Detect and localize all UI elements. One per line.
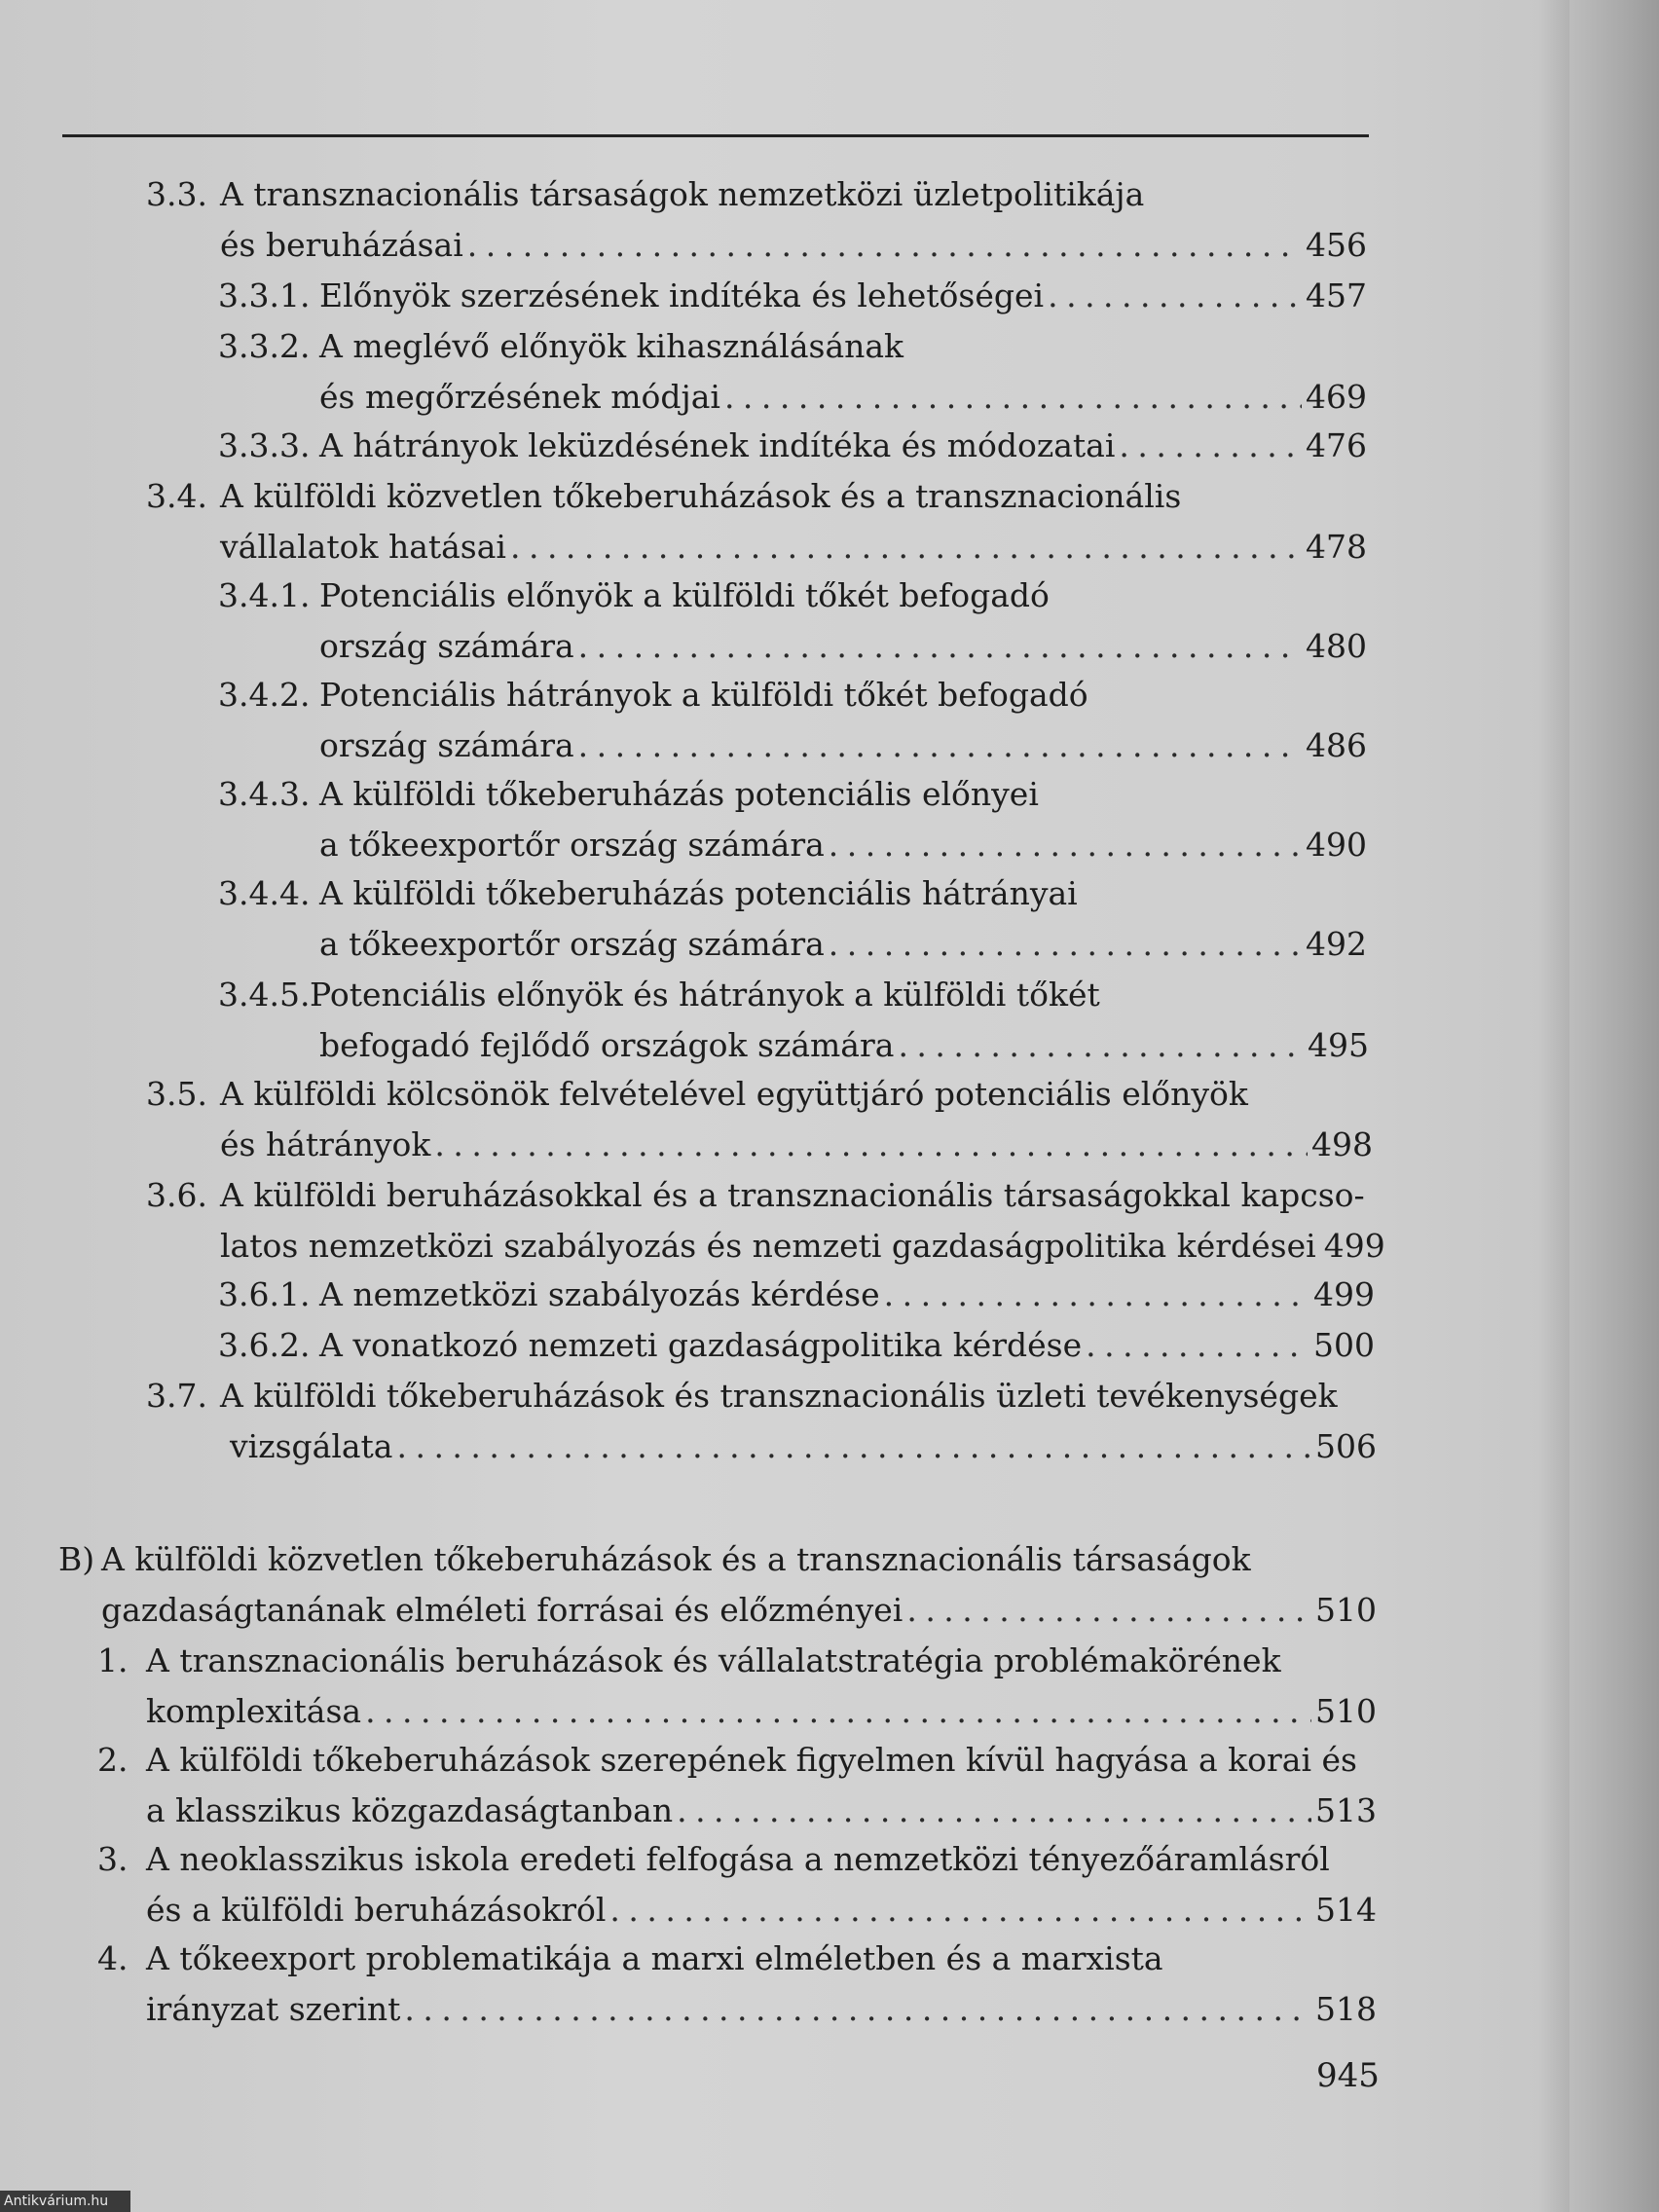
dot-leader: [829, 921, 1302, 968]
toc-page-number: 518: [1315, 1990, 1377, 2028]
toc-entry-number: 3.4.4.: [218, 874, 311, 912]
toc-entry-number: 3.4.1.: [218, 576, 311, 614]
toc-entry-number: 3.6.2.: [218, 1326, 311, 1364]
toc-page-number: 500: [1313, 1326, 1375, 1364]
dot-leader: [510, 524, 1302, 571]
toc-entry-title-continued: ország számára: [319, 726, 574, 764]
toc-entry-title: Potenciális hátrányok a külföldi tőkét befogadó: [319, 676, 1088, 714]
dot-leader: [578, 722, 1302, 769]
toc-page-number: 480: [1306, 627, 1367, 665]
dot-leader: [898, 1022, 1304, 1069]
toc-entry-title: A külföldi közvetlen tőkeberuházások és a transznacionális társaságok: [101, 1540, 1251, 1578]
toc-entry-title-continued: és hátrányok: [220, 1125, 431, 1163]
toc-entry-title: Előnyök szerzésének indítéka és lehetőségei: [319, 276, 1045, 314]
toc-entry-title-continued: és beruházásai: [220, 226, 463, 264]
dot-leader: [365, 1688, 1311, 1735]
toc-page-number: 457: [1306, 276, 1367, 314]
toc-page-number: 490: [1306, 826, 1367, 864]
dot-leader: [677, 1788, 1311, 1834]
toc-entry-number: 3.6.: [146, 1176, 207, 1214]
toc-entry-title-continued: befogadó fejlődő országok számára: [319, 1026, 895, 1064]
toc-entry-title: A külföldi tőkeberuházás potenciális előnyei: [319, 775, 1039, 813]
dot-leader: [1086, 1322, 1309, 1369]
toc-entry-title: A meglévő előnyök kihasználásának: [319, 327, 904, 365]
toc-entry-title-continued: a tőkeexportőr ország számára: [319, 826, 825, 864]
toc-page-number: 495: [1308, 1026, 1369, 1064]
toc-entry-title-continued: gazdaságtanának elméleti forrásai és előzményei: [101, 1591, 903, 1629]
dot-leader: [396, 1423, 1311, 1470]
page-edge-shadow: [1538, 0, 1569, 2212]
toc-entry-title-continued: vállalatok hatásai: [220, 528, 506, 566]
dot-leader: [578, 623, 1302, 670]
dot-leader: [467, 222, 1302, 269]
toc-page-number: 499: [1323, 1227, 1385, 1265]
toc-entry-number: 3.4.2.: [218, 676, 311, 714]
page-number: 945: [1316, 2056, 1380, 2095]
dot-leader: [724, 374, 1302, 421]
dot-leader: [434, 1122, 1308, 1168]
toc-entry-number: 1.: [97, 1641, 129, 1679]
dot-leader: [884, 1272, 1309, 1318]
toc-page-number: 476: [1306, 426, 1367, 464]
watermark: Antikvárium.hu: [0, 2191, 130, 2212]
dot-leader: [404, 1986, 1311, 2033]
toc-entry-title-continued: és a külföldi beruházásokról: [146, 1891, 607, 1929]
toc-entry-number: 3.4.3.: [218, 775, 311, 813]
toc-entry-title: Potenciális előnyök és hátrányok a külföldi tőkét: [310, 976, 1100, 1014]
toc-entry-title: A külföldi közvetlen tőkeberuházások és a transznacionális: [220, 477, 1182, 515]
toc-entry-title: A tőkeexport problematikája a marxi elméletben és a marxista: [146, 1939, 1163, 1977]
dot-leader: [1048, 273, 1302, 319]
toc-entry-number: 3.3.2.: [218, 327, 311, 365]
toc-page-number: 456: [1306, 226, 1367, 264]
toc-entry-number: 3.3.3.: [218, 426, 311, 464]
toc-entry-title-continued: és megőrzésének módjai: [319, 378, 720, 416]
toc-entry-title-continued: komplexitása: [146, 1692, 362, 1730]
toc-entry-title: Potenciális előnyök a külföldi tőkét befogadó: [319, 576, 1050, 614]
toc-page-number: 506: [1315, 1427, 1377, 1465]
toc-entry-title-continued: a tőkeexportőr ország számára: [319, 925, 825, 963]
toc-entry-title: A nemzetközi szabályozás kérdése: [319, 1275, 880, 1313]
toc-entry-title: A külföldi tőkeberuházások és transznacionális üzleti tevékenységek: [220, 1377, 1338, 1415]
dot-leader: [829, 822, 1302, 868]
toc-page-number: 498: [1311, 1125, 1373, 1163]
toc-page-number: 486: [1306, 726, 1367, 764]
toc-entry-number: 3.7.: [146, 1377, 207, 1415]
header-rule: [62, 134, 1369, 137]
toc-entry-title: A neoklasszikus iskola eredeti felfogása a nemzetközi tényezőáramlásról: [146, 1840, 1330, 1878]
toc-entry-title: A hátrányok leküzdésének indítéka és módozatai: [319, 426, 1116, 464]
toc-entry-number: 3.5.: [146, 1075, 207, 1113]
toc-entry-title-continued: vizsgálata: [230, 1427, 393, 1465]
toc-entry-number: 3.4.: [146, 477, 207, 515]
toc-entry-number: 3.6.1.: [218, 1275, 311, 1313]
toc-page-number: 499: [1313, 1275, 1375, 1313]
toc-entry-title: A külföldi kölcsönök felvételével együttjáró potenciális előnyök: [220, 1075, 1248, 1113]
toc-entry-number: 3.: [97, 1840, 129, 1878]
toc-entry-title: A transznacionális társaságok nemzetközi üzletpolitikája: [220, 175, 1145, 213]
toc-entry-number: 3.3.1.: [218, 276, 311, 314]
toc-entry-title: A külföldi tőkeberuházás potenciális hátrányai: [319, 874, 1078, 912]
toc-entry-number: B): [58, 1540, 95, 1578]
toc-entry-title: A transznacionális beruházások és vállalatstratégia problémakörének: [146, 1641, 1281, 1679]
toc-page-number: 478: [1306, 528, 1367, 566]
toc-entry-number: 2.: [97, 1741, 129, 1779]
toc-page-number: 513: [1315, 1791, 1377, 1829]
toc-page-number: 514: [1315, 1891, 1377, 1929]
toc-entry-title: A külföldi beruházásokkal és a transznacionális társaságokkal kapcso-: [220, 1176, 1365, 1214]
toc-entry-title: A külföldi tőkeberuházások szerepének figyelmen kívül hagyása a korai és: [146, 1741, 1357, 1779]
toc-entry-number: 3.4.5.: [218, 976, 311, 1014]
toc-entry-number: 3.3.: [146, 175, 207, 213]
toc-page-number: 469: [1306, 378, 1367, 416]
dot-leader: [609, 1887, 1311, 1934]
next-page-edge: [1569, 0, 1659, 2212]
toc-entry-title-continued: ország számára: [319, 627, 574, 665]
dot-leader: [906, 1587, 1311, 1634]
toc-page-number: 492: [1306, 925, 1367, 963]
toc-entry-title-continued: a klasszikus közgazdaságtanban: [146, 1791, 674, 1829]
toc-entry-title-continued: latos nemzetközi szabályozás és nemzeti gazdaságpolitika kérdései: [220, 1227, 1316, 1265]
dot-leader: [1119, 423, 1302, 469]
toc-page-number: 510: [1315, 1591, 1377, 1629]
toc-page-number: 510: [1315, 1692, 1377, 1730]
toc-entry-title: A vonatkozó nemzeti gazdaságpolitika kérdése: [319, 1326, 1083, 1364]
toc-entry-title-continued: irányzat szerint: [146, 1990, 401, 2028]
toc-entry-number: 4.: [97, 1939, 129, 1977]
